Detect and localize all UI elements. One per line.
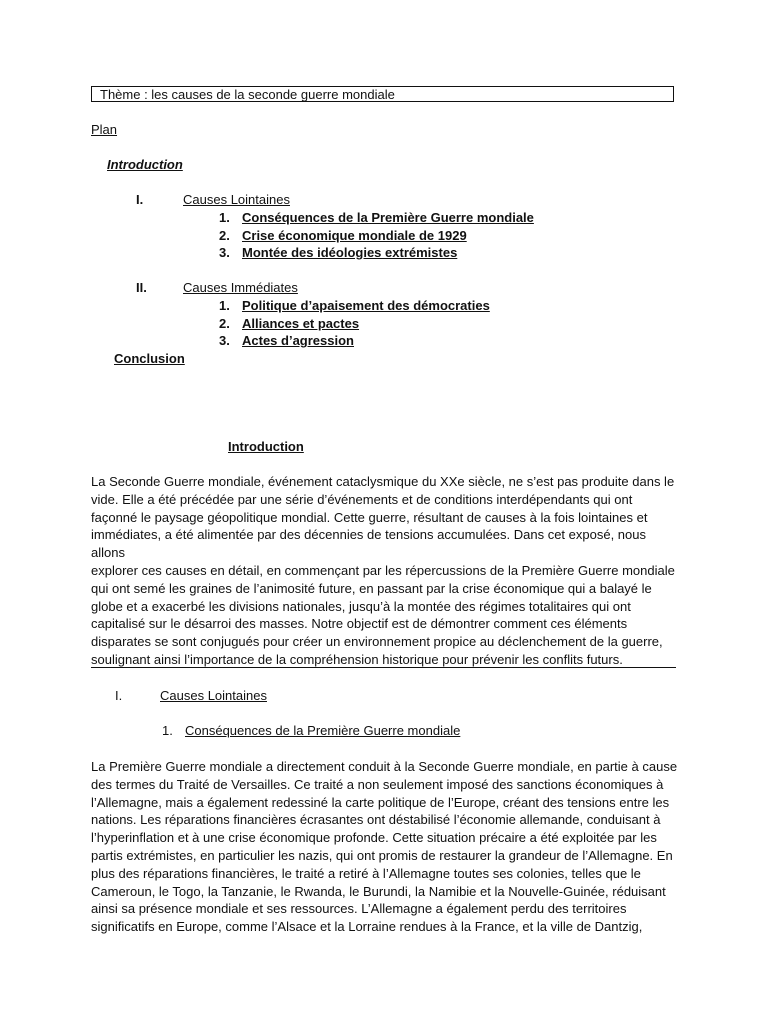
plan-introduction: Introduction	[107, 157, 183, 172]
plan-item-label: Actes d’agression	[242, 333, 354, 348]
paragraph-line: explorer ces causes en détail, en commençant par les répercussions de la Première Guerre mondiale	[91, 562, 675, 578]
subsection-title: Conséquences de la Première Guerre mondiale	[185, 723, 461, 738]
paragraph-line: disparates se sont conjugués pour créer un environnement propice au déclenchement de la guerre,	[91, 634, 663, 650]
section-num: I.	[115, 688, 123, 703]
plan-item-num: 3.	[219, 333, 230, 348]
paragraph-line: plus des réparations financières, le traité a retiré à l’Allemagne toutes ses colonies, telles que le	[91, 865, 641, 881]
paragraph-line: nations. Les réparations financières écrasantes ont déstabilisé l’économie allemande, conduisant à	[91, 812, 661, 828]
subsection-num: 1.	[162, 723, 173, 738]
section1-paragraph	[91, 758, 681, 936]
plan-item-num: 3.	[219, 245, 230, 260]
plan-item-num: 2.	[219, 228, 230, 243]
paragraph-line: qui ont semé les graines de l’animosité future, en passant par la crise économique qui a balayé le	[91, 580, 652, 596]
paragraph-line: l’hyperinflation et à une crise économique profonde. Cette situation précaire a été exploitée par les	[91, 830, 657, 846]
plan-item-num: 1.	[219, 210, 230, 225]
plan-item-label: Alliances et pactes	[242, 316, 360, 331]
theme-box: Thème : les causes de la seconde guerre mondiale	[91, 86, 674, 102]
paragraph-line: façonné le paysage géopolitique mondial. Cette guerre, résultant de causes à la fois lointaines et	[91, 509, 648, 525]
paragraph-line: Cameroun, le Togo, la Tanzanie, le Rwanda, le Burundi, la Namibie et la Nouvelle-Guinée, réduisant	[91, 883, 666, 899]
plan-item-label: Politique d’apaisement des démocraties	[242, 298, 490, 313]
plan-item-label: Montée des idéologies extrémistes	[242, 245, 458, 260]
plan-item-label: Crise économique mondiale de 1929	[242, 228, 467, 243]
paragraph-line: La Seconde Guerre mondiale, événement cataclysmique du XXe siècle, ne s’est pas produite dans le	[91, 474, 675, 489]
paragraph-line: immédiates, a été alimentée par des décennies de tensions accumulées. Dans cet exposé, nous allons	[91, 527, 646, 561]
plan-section-title: Causes Lointaines	[183, 192, 290, 207]
paragraph-line: ainsi sa présence mondiale et ses ressources. L’Allemagne a également perdu des territoires	[91, 901, 627, 917]
paragraph-line: La Première Guerre mondiale a directement conduit à la Seconde Guerre mondiale, en partie à cause	[91, 759, 678, 774]
plan-item-num: 2.	[219, 316, 230, 331]
paragraph-line: vide. Elle a été précédée par une série d’événements et de conditions interdépendants qui ont	[91, 491, 633, 507]
plan-item-num: 1.	[219, 298, 230, 313]
plan-section-num: II.	[136, 280, 147, 295]
paragraph-line: significatifs en Europe, comme l’Alsace et la Lorraine rendues à la France, et la ville de Dantzig,	[91, 919, 643, 935]
paragraph-line: soulignant ainsi l’importance de la compréhension historique pour prévenir les conflits futurs.	[91, 651, 623, 667]
introduction-paragraph	[91, 473, 681, 669]
plan-section-num: I.	[136, 192, 144, 207]
section-title: Causes Lointaines	[160, 688, 267, 703]
paragraph-line: globe et a exacerbé les divisions nationales, jusqu’à la montée des régimes totalitaires qui ont	[91, 598, 631, 614]
paragraph-line: partis extrémistes, en particulier les nazis, qui ont promis de restaurer la grandeur de l’Allemagne. En	[91, 847, 673, 863]
plan-conclusion: Conclusion	[114, 351, 185, 366]
introduction-heading: Introduction	[228, 439, 304, 454]
paragraph-line: des termes du Traité de Versailles. Ce traité a non seulement imposé des sanctions économiques à	[91, 776, 664, 792]
paragraph-line: l’Allemagne, mais a également redessiné la carte politique de l’Europe, créant des tensions entre les	[91, 794, 670, 810]
plan-title: Plan	[91, 122, 118, 137]
paragraph-line: capitalisé sur le désarroi des masses. Notre objectif est de démontrer comment ces éléments	[91, 616, 628, 632]
plan-section-title: Causes Immédiates	[183, 280, 298, 295]
horizontal-rule	[91, 667, 676, 668]
plan-item-label: Conséquences de la Première Guerre mondiale	[242, 210, 534, 225]
